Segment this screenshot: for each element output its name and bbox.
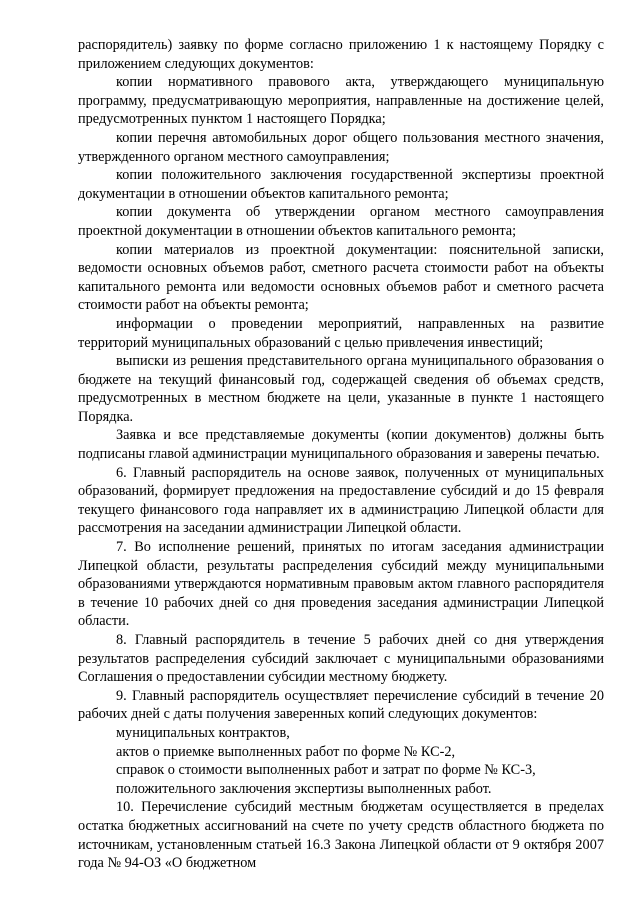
paragraph: положительного заключения экспертизы выполненных работ. xyxy=(116,780,492,797)
paragraph: 10. Перечисление субсидий местным бюджетам осуществляется в пределах остатка бюджетных ассигнований на счете по учету средств областного бюджета по источникам, установленным статьей 16.3 Закона Липецкой области от 9 октября 2007 года № 94-ОЗ «О бюджетном xyxy=(78,799,604,872)
paragraph: 7. Во исполнение решений, принятых по итогам заседания администрации Липецкой области, результаты распределения субсидий между муниципальными образованиями утверждаются нормативным правовым актом главного распорядителя в течение 10 рабочих дней со дня проведения заседания администрации Липецкой области. xyxy=(78,539,604,630)
paragraph: 9. Главный распорядитель осуществляет перечисление субсидий в течение 20 рабочих дней с даты получения заверенных копий следующих документов: xyxy=(78,687,604,723)
paragraph: распорядитель) заявку по форме согласно приложению 1 к настоящему Порядку с приложением следующих документов: xyxy=(78,37,604,72)
paragraph: справок о стоимости выполненных работ и затрат по форме № КС-3, xyxy=(116,762,536,779)
paragraph: актов о приемке выполненных работ по форме № КС-2, xyxy=(116,743,456,760)
paragraph: копии положительного заключения государственной экспертизы проектной документации в отношении объектов капитального ремонта; xyxy=(78,167,604,202)
paragraph: выписки из решения представительного органа муниципального образования о бюджете на текущий финансовый год, содержащей сведения об объемах средств, предусмотренных в местном бюджете на цели, указанные в пункте 1 настоящего Порядка. xyxy=(78,353,604,425)
paragraph: 8. Главный распорядитель в течение 5 рабочих дней со дня утверждения результатов распределения субсидий заключает с муниципальными образованиями Соглашения о предоставлении субсидии местному бюджету. xyxy=(78,632,604,686)
paragraph: муниципальных контрактов, xyxy=(116,724,290,741)
paragraph: копии перечня автомобильных дорог общего пользования местного значения, утвержденного органом местного самоуправления; xyxy=(78,129,604,165)
paragraph: копии материалов из проектной документации: пояснительной записки, ведомости основных объемов работ, сметного расчета стоимости работ на объекты капитального ремонта или ведомости основных объемов работ и сметного расчета стоимости работ на объекты ремонта; xyxy=(78,241,604,314)
paragraph: Заявка и все представляемые документы (копии документов) должны быть подписаны главой администрации муниципального образования и заверены печатью. xyxy=(78,427,604,463)
paragraph: копии документа об утверждении органом местного самоуправления проектной документации в отношении объектов капитального ремонта; xyxy=(78,204,604,239)
paragraph: информации о проведении мероприятий, направленных на развитие территорий муниципальных образований с целью привлечения инвестиций; xyxy=(78,315,604,351)
paragraph: 6. Главный распорядитель на основе заявок, полученных от муниципальных образований, формирует предложения на предоставление субсидий и до 15 февраля текущего финансового года направляет их в администрацию Липецкой области для рассмотрения на заседании администрации Липецкой области. xyxy=(78,464,604,537)
paragraph: копии нормативного правового акта, утверждающего муниципальную программу, предусматривающую мероприятия, направленные на достижение целей, предусмотренных пунктом 1 настоящего Порядка; xyxy=(78,74,604,128)
document-page xyxy=(78,36,604,873)
